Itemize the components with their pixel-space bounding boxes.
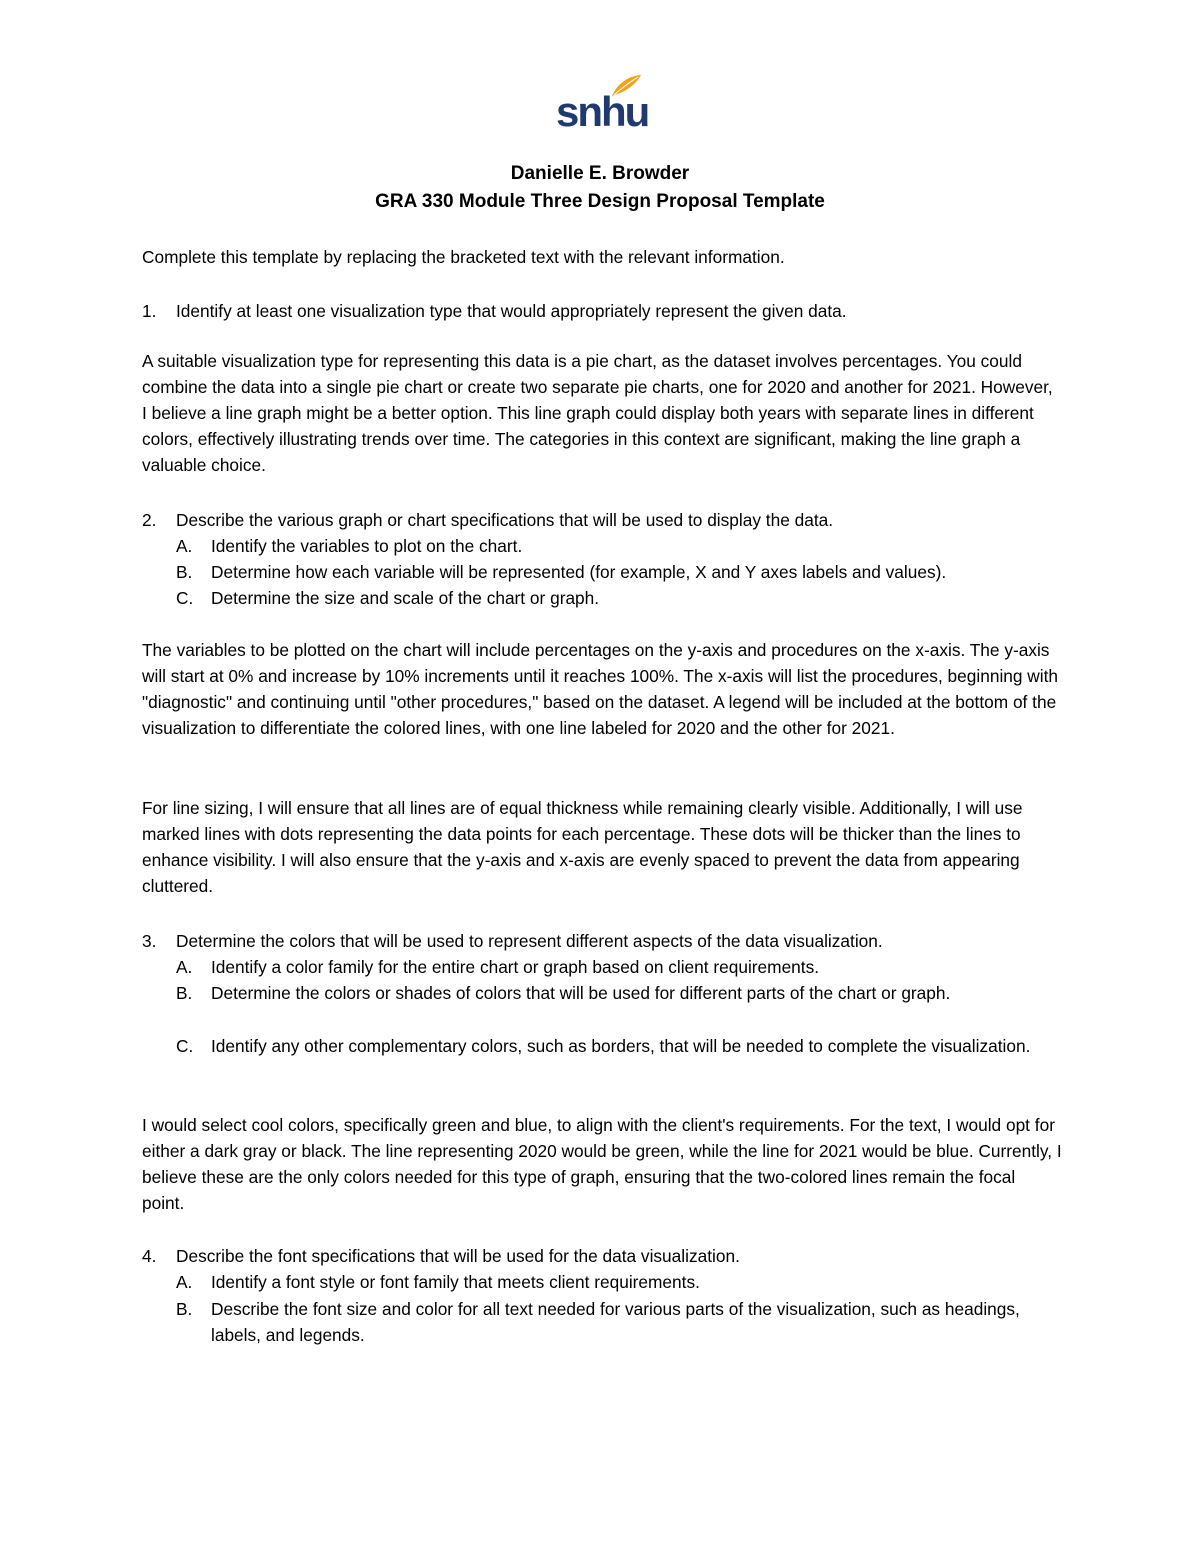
answer-paragraph: I would select cool colors, specifically green and blue, to align with the client's requirements. For the text, I would opt for either a dark gray or black. The line representing 2020 would be green, while the line for 2021 would be blue. Currently, I believe these are the only colors needed for this type of graph, ensuring that the two-colored lines remain the focal point.	[142, 1115, 1062, 1213]
answer-paragraph: For line sizing, I will ensure that all lines are of equal thickness while remaining clearly visible. Additionally, I will use marked lines with dots representing the data points for each percentage. These dots will be thicker than the lines to enhance visibility. I will also ensure that the y-axis and x-axis are evenly spaced to prevent the data from appearing cluttered.	[142, 798, 1023, 896]
sub-item-text: Determine the size and scale of the chart or graph.	[211, 588, 600, 608]
sub-item-text: Identify the variables to plot on the chart.	[211, 536, 523, 556]
page-title: GRA 330 Module Three Design Proposal Template	[375, 191, 825, 212]
section-question: Describe the font specifications that will be used for the data visualization.	[176, 1246, 740, 1266]
logo-wordmark: snhu	[556, 88, 649, 135]
sub-item-letter: B.	[176, 983, 193, 1003]
section-question: Determine the colors that will be used to represent different aspects of the data visualization.	[176, 931, 883, 951]
author-name: Danielle E. Browder	[510, 163, 690, 184]
sub-item-letter: A.	[176, 1272, 193, 1292]
intro-text: Complete this template by replacing the bracketed text with the relevant information.	[142, 247, 785, 267]
sub-item-letter: A.	[176, 957, 193, 977]
section-number: 3.	[142, 931, 157, 951]
section-question: Describe the various graph or chart specifications that will be used to display the data.	[176, 510, 834, 530]
sub-item-letter: A.	[176, 536, 193, 556]
sub-item-letter: C.	[176, 1036, 194, 1056]
sub-item-letter: B.	[176, 1299, 193, 1319]
sub-item-text: Determine the colors or shades of colors that will be used for different parts of the chart or graph.	[211, 983, 951, 1003]
sub-item-text: Describe the font size and color for all text needed for various parts of the visualization, such as headings, labels, and legends.	[211, 1299, 1020, 1345]
sub-item-text: Identify any other complementary colors, such as borders, that will be needed to complete the visualization.	[211, 1036, 1031, 1056]
snhu-logo	[556, 74, 649, 135]
sub-item-text: Identify a font style or font family that meets client requirements.	[211, 1272, 700, 1292]
answer-paragraph: The variables to be plotted on the chart will include percentages on the y-axis and procedures on the x-axis. The y-axis will start at 0% and increase by 10% increments until it reaches 100%. The x-axis will list the procedures, beginning with "diagnostic" and continuing until "other procedures," based on the dataset. A legend will be included at the bottom of the visualization to differentiate the colored lines, with one line labeled for 2020 and the other for 2021.	[142, 640, 1059, 738]
answer-paragraph: A suitable visualization type for representing this data is a pie chart, as the dataset involves percentages. You could combine the data into a single pie chart or create two separate pie charts, one for 2020 and another for 2021. However, I believe a line graph might be a better option. This line graph could display both years with separate lines in different colors, effectively illustrating trends over time. The categories in this context are significant, making the line graph a valuable choice.	[142, 351, 1053, 475]
sub-item-text: Identify a color family for the entire chart or graph based on client requirements.	[211, 957, 820, 977]
section-number: 2.	[142, 510, 157, 530]
sub-item-letter: B.	[176, 562, 193, 582]
section-question: Identify at least one visualization type that would appropriately represent the given data.	[176, 301, 847, 321]
section-number: 4.	[142, 1246, 157, 1266]
section-number: 1.	[142, 301, 157, 321]
sub-item-letter: C.	[176, 588, 194, 608]
sub-item-text: Determine how each variable will be represented (for example, X and Y axes labels and values).	[211, 562, 947, 582]
